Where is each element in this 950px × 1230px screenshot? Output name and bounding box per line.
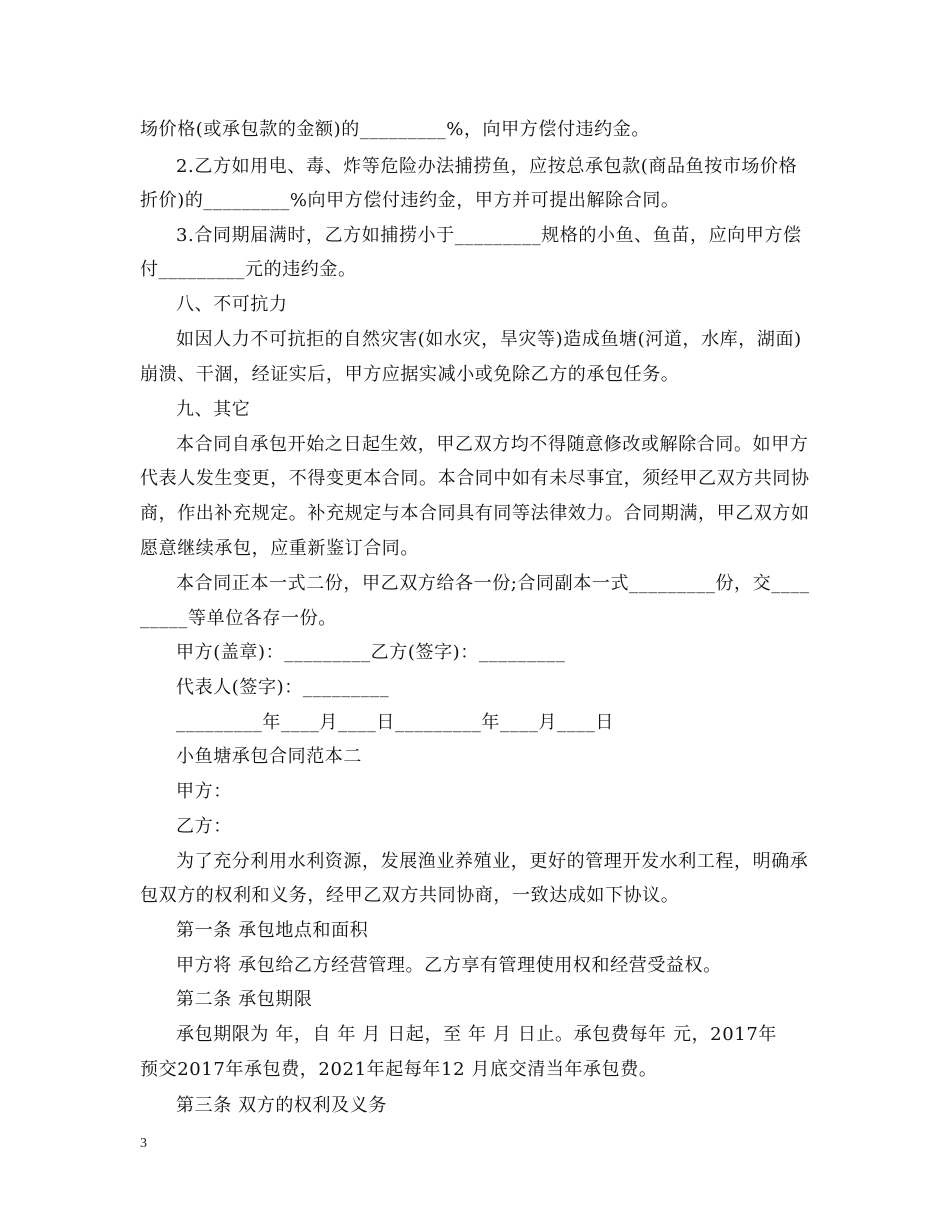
party-a-line: 甲方：: [176, 781, 232, 802]
text-line: 付_________元的违约金。: [140, 259, 357, 280]
signature-line: 甲方(盖章)：_________乙方(签字)：_________: [176, 642, 566, 663]
article-heading: 第二条 承包期限: [176, 989, 313, 1010]
text-line: 崩溃、干涸，经证实后，甲方应据实减小或免除乙方的承包任务。: [140, 364, 680, 385]
text-line: 折价)的_________%向甲方偿付违约金，甲方并可提出解除合同。: [140, 190, 680, 211]
article-heading: 第三条 双方的权利及义务: [176, 1095, 387, 1116]
text-line: 3.合同期届满时，乙方如捕捞小于_________规格的小鱼、鱼苗，应向甲方偿: [176, 225, 802, 246]
text-line: 代表人发生变更，不得变更本合同。本合同中如有未尽事宜，须经甲乙双方共同协: [140, 468, 810, 489]
signature-line: 代表人(签字)：_________: [176, 677, 390, 698]
text-line: 为了充分利用水利资源，发展渔业养殖业，更好的管理开发水利工程，明确承: [176, 851, 809, 872]
date-line: _________年____月____日_________年____月____日: [176, 712, 614, 733]
text-line: 本合同自承包开始之日起生效，甲乙双方均不得随意修改或解除合同。如甲方: [176, 434, 809, 455]
document-title: 小鱼塘承包合同范本二: [176, 746, 362, 767]
text-line: 承包期限为 年，自 年 月 日起，至 年 月 日止。承包费每年 元，2017年: [176, 1024, 777, 1045]
party-b-line: 乙方：: [176, 816, 232, 837]
section-heading: 九、其它: [176, 399, 251, 420]
section-heading: 八、不可抗力: [176, 294, 288, 315]
text-line: 甲方将 承包给乙方经营管理。乙方享有管理使用权和经营受益权。: [176, 955, 722, 976]
text-line: 如因人力不可抗拒的自然灾害(如水灾，旱灾等)造成鱼塘(河道，水库，湖面): [176, 329, 802, 350]
text-line: 商，作出补充规定。补充规定与本合同具有同等法律效力。合同期满，甲乙双方如: [140, 503, 810, 524]
text-line: 场价格(或承包款的金额)的_________%，向甲方偿付违约金。: [140, 119, 650, 140]
article-heading: 第一条 承包地点和面积: [176, 920, 369, 941]
text-line: 本合同正本一式二份，甲乙双方给各一份;合同副本一式_________份，交____: [176, 573, 810, 594]
text-line: 包双方的权利和义务，经甲乙双方共同协商，一致达成如下协议。: [140, 885, 680, 906]
text-line: 愿意继续承包，应重新鉴订合同。: [140, 538, 419, 559]
page-number: 3: [140, 1136, 147, 1151]
text-line: _____等单位各存一份。: [140, 608, 337, 629]
text-line: 2.乙方如用电、毒、炸等危险办法捕捞鱼，应按总承包款(商品鱼按市场价格: [176, 156, 798, 177]
text-line: 预交2017年承包费，2021年起每年12 月底交清当年承包费。: [140, 1059, 658, 1080]
